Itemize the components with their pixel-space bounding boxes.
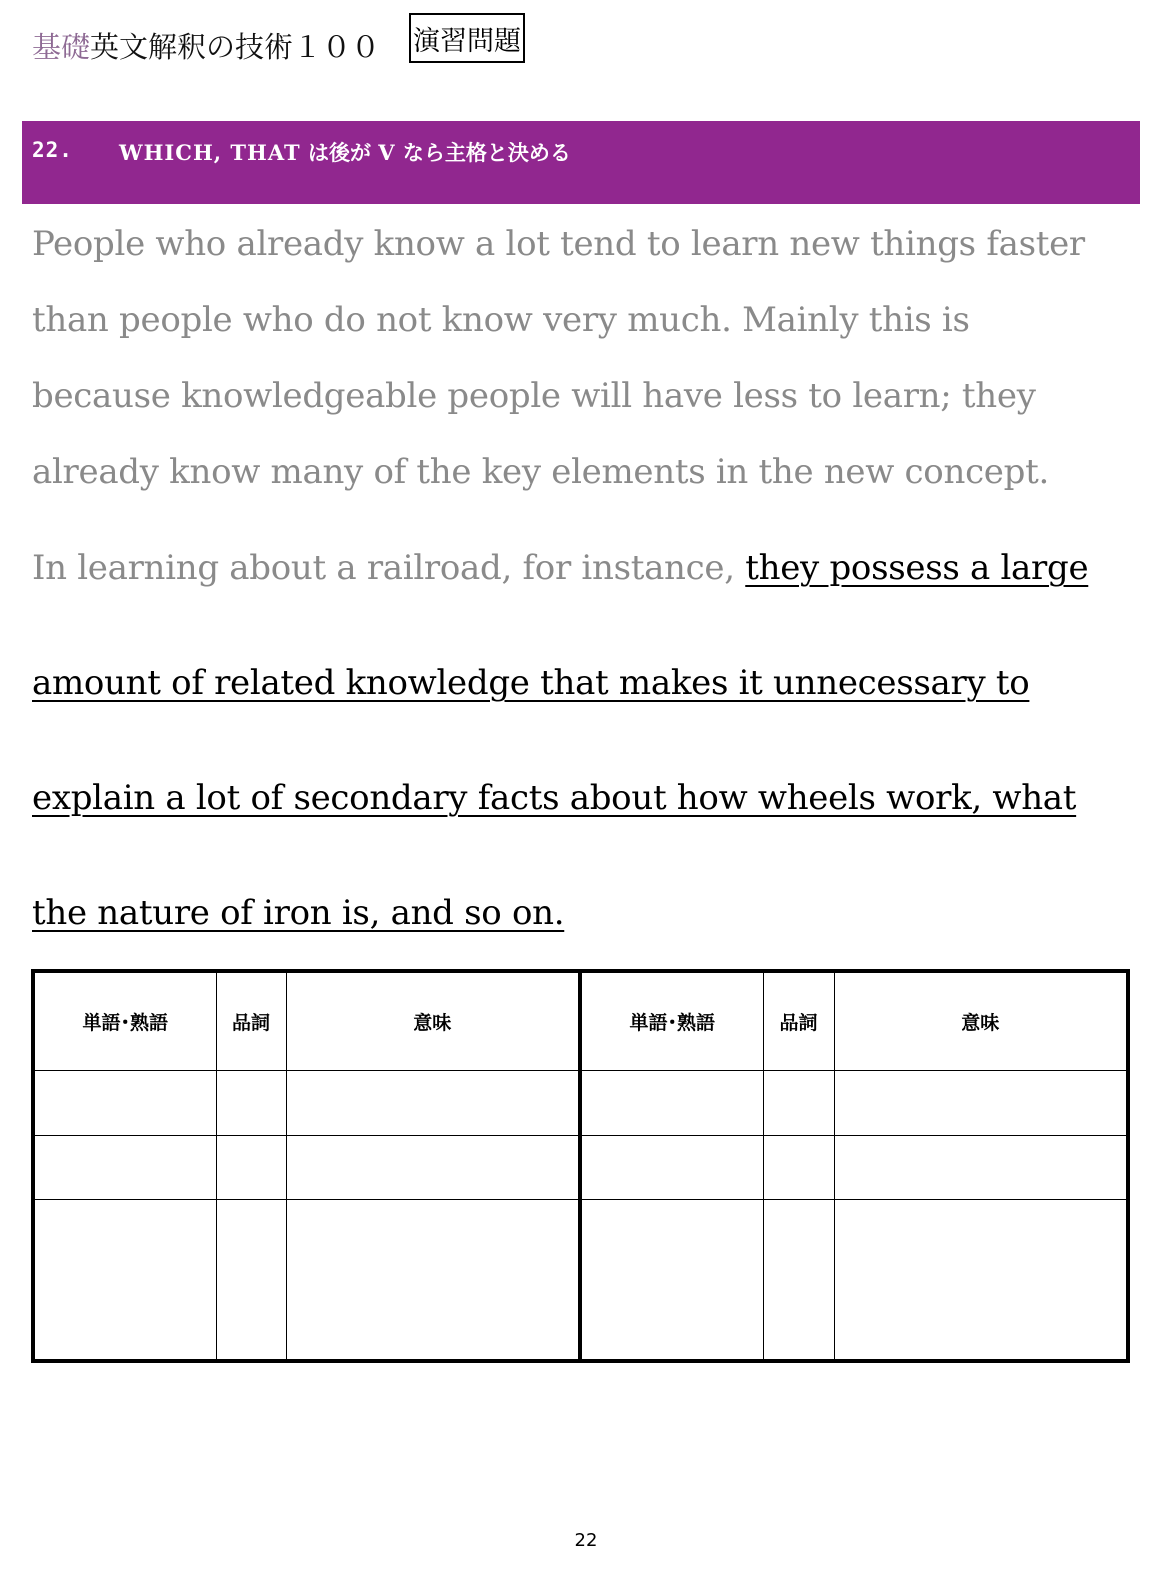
book-title: 英文解釈の技術１００ — [90, 29, 381, 64]
pos-cell[interactable] — [763, 1200, 834, 1361]
page-number: 22 — [574, 1530, 598, 1551]
exercise-badge: 演習問題 — [409, 13, 525, 63]
passage-line-7 — [32, 778, 1076, 818]
section-number: 22. — [32, 138, 73, 162]
page-header — [32, 22, 521, 68]
header-meaning-left: 意味 — [286, 971, 580, 1071]
passage-line-8 — [32, 893, 564, 933]
header-word-right: 単語･熟語 — [580, 971, 763, 1071]
passage-line-4: already know many of the key elements in the new concept. — [32, 452, 1049, 492]
passage-line-5-plain: In learning about a railroad, for instance, — [32, 548, 746, 588]
header-word-left: 単語･熟語 — [33, 971, 216, 1071]
pos-cell[interactable] — [216, 1071, 286, 1136]
meaning-cell[interactable] — [834, 1071, 1128, 1136]
topic-text-1: は後が — [307, 141, 371, 165]
topic-keywords: WHICH, THAT — [119, 140, 301, 165]
pos-cell[interactable] — [216, 1135, 286, 1200]
meaning-cell[interactable] — [286, 1071, 580, 1136]
topic-text-2: なら主格と決める — [402, 141, 571, 165]
passage-line-6-underlined: amount of related knowledge that makes it unnecessary to — [32, 663, 1030, 703]
table-row — [33, 1135, 1128, 1200]
passage-line-6 — [32, 663, 1029, 703]
word-cell[interactable] — [580, 1071, 763, 1136]
passage-line-3: because knowledgeable people will have less to learn; they — [32, 376, 1036, 416]
meaning-cell[interactable] — [286, 1135, 580, 1200]
section-topic — [119, 137, 571, 167]
passage-line-2: than people who do not know very much. Mainly this is — [32, 300, 970, 340]
vocabulary-table — [31, 969, 1130, 1363]
meaning-cell[interactable] — [834, 1135, 1128, 1200]
pos-cell[interactable] — [216, 1200, 286, 1361]
meaning-cell[interactable] — [286, 1200, 580, 1361]
pos-cell[interactable] — [763, 1135, 834, 1200]
passage-line-8-underlined: the nature of iron is, and so on. — [32, 893, 565, 933]
topic-v: V — [378, 140, 396, 165]
table-row — [33, 1200, 1128, 1361]
header-pos-right: 品詞 — [763, 971, 834, 1071]
table-row — [33, 1071, 1128, 1136]
pos-cell[interactable] — [763, 1071, 834, 1136]
word-cell[interactable] — [580, 1135, 763, 1200]
meaning-cell[interactable] — [834, 1200, 1128, 1361]
passage-line-1: People who already know a lot tend to learn new things faster — [32, 224, 1085, 264]
passage-line-5 — [32, 548, 1088, 588]
passage-line-7-underlined: explain a lot of secondary facts about how wheels work, what — [32, 778, 1077, 818]
header-pos-left: 品詞 — [216, 971, 286, 1071]
table-header-row — [33, 971, 1128, 1071]
word-cell[interactable] — [580, 1200, 763, 1361]
passage-line-5-underlined: they possess a large — [745, 548, 1089, 588]
word-cell[interactable] — [33, 1200, 216, 1361]
book-title-accent: 基礎 — [32, 29, 91, 64]
header-meaning-right: 意味 — [834, 971, 1128, 1071]
word-cell[interactable] — [33, 1071, 216, 1136]
word-cell[interactable] — [33, 1135, 216, 1200]
section-banner — [22, 121, 1140, 204]
